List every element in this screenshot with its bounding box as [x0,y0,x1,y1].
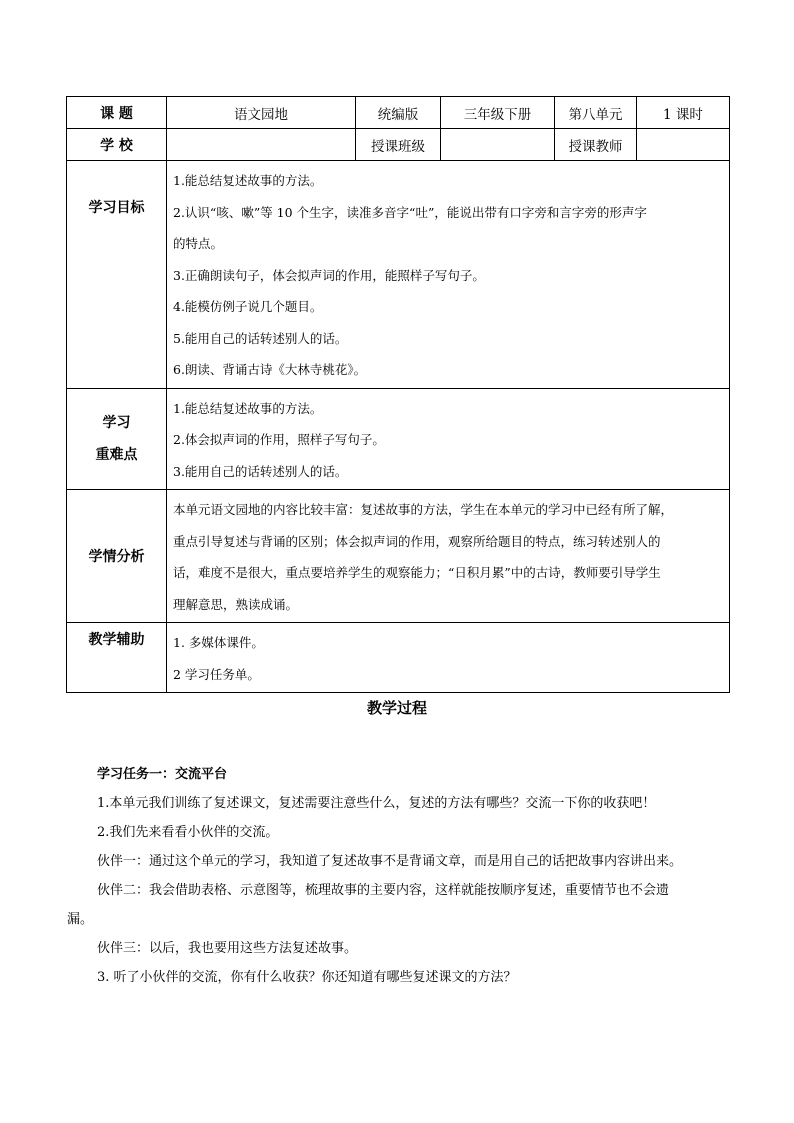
aids-content [167,623,730,693]
hours-cell: 1 课时 [637,97,730,129]
topic-label: 课 题 [67,97,167,129]
analysis-line: 本单元语文园地的内容比较丰富：复述故事的方法，学生在本单元的学习中已经有所了解， [173,502,674,517]
objectives-row [67,161,730,389]
key-points-label-cell [67,388,167,490]
objective-item: 5.能用自己的话转述别人的话。 [173,330,348,346]
header-row [67,97,730,129]
process-line: 1.本单元我们训练了复述课文，复述需要注意些什么，复述的方法有哪些？交流一下你的收获吧！ [97,796,656,811]
analysis-line: 重点引导复述与背诵的区别；体会拟声词的作用，观察所给题目的特点，练习转述别人的 [173,533,661,549]
teacher-value [637,129,730,161]
key-points-label-line2: 重难点 [95,446,138,463]
aid-item: 1. 多媒体课件。 [173,635,264,650]
objective-item: 1.能总结复述故事的方法。 [173,173,323,188]
school-row [67,129,730,161]
aids-label-cell [67,623,167,693]
key-point-item: 3.能用自己的话转述别人的话。 [173,463,348,479]
class-value [441,129,555,161]
key-points-content [167,388,730,490]
process-line: 漏。 [67,912,94,927]
aids-label: 教学辅助 [88,632,145,648]
key-points-label-line1: 学习 [102,414,131,431]
analysis-line: 话，难度不是很大，重点要培养学生的观察能力；“日积月累”中的古诗，教师要引导学生 [173,565,661,580]
key-point-item: 1.能总结复述故事的方法。 [173,400,323,416]
class-label: 授课班级 [356,129,441,161]
key-point-item: 2.体会拟声词的作用，照样子写句子。 [173,432,385,447]
analysis-content [167,490,730,623]
aid-item: 2 学习任务单。 [173,666,260,682]
objective-item: 3.正确朗读句子，体会拟声词的作用，能照样子写句子。 [173,267,485,283]
unit-cell: 第八单元 [555,97,637,129]
topic-value: 语文园地 [167,97,356,129]
objective-item: 2.认识“咳、嗽”等 10 个生字，读准多音字“吐”，能说出带有口字旁和言字旁的形声字 [173,204,647,220]
objective-item: 4.能模仿例子说几个题目。 [173,299,323,314]
process-line: 伙伴三：以后，我也要用这些方法复述故事。 [97,941,358,956]
edition-cell: 统编版 [356,97,441,129]
aids-row [67,623,730,693]
grade-cell: 三年级下册 [441,97,555,129]
process-line: 3. 听了小伙伴的交流，你有什么收获？你还知道有哪些复述课文的方法？ [97,970,517,985]
school-value [167,129,356,161]
analysis-line: 理解意思，熟读成诵。 [173,596,299,612]
objective-item: 的特点。 [173,236,224,251]
objectives-label-cell [67,161,167,389]
school-label: 学 校 [67,129,167,161]
key-points-row [67,388,730,490]
analysis-row [67,490,730,623]
lesson-plan-table [66,96,730,693]
teacher-label: 授课教师 [555,129,637,161]
objectives-content [167,161,730,389]
objectives-label: 学习目标 [88,200,145,216]
process-line: 2.我们先来看看小伙伴的交流。 [97,825,279,840]
analysis-label: 学情分析 [67,490,167,623]
process-line: 伙伴二：我会借助表格、示意图等，梳理故事的主要内容，这样就能按顺序复述，重要情节也不会遗 [97,883,670,898]
process-body [67,760,727,992]
objective-item: 6.朗读、背诵古诗《大林寺桃花》。 [173,362,367,377]
task-title: 学习任务一：交流平台 [97,767,228,782]
process-line: 伙伴一：通过这个单元的学习，我知道了复述故事不是背诵文章，而是用自己的话把故事内容讲出来。 [97,854,683,869]
process-title: 教学过程 [366,699,427,717]
